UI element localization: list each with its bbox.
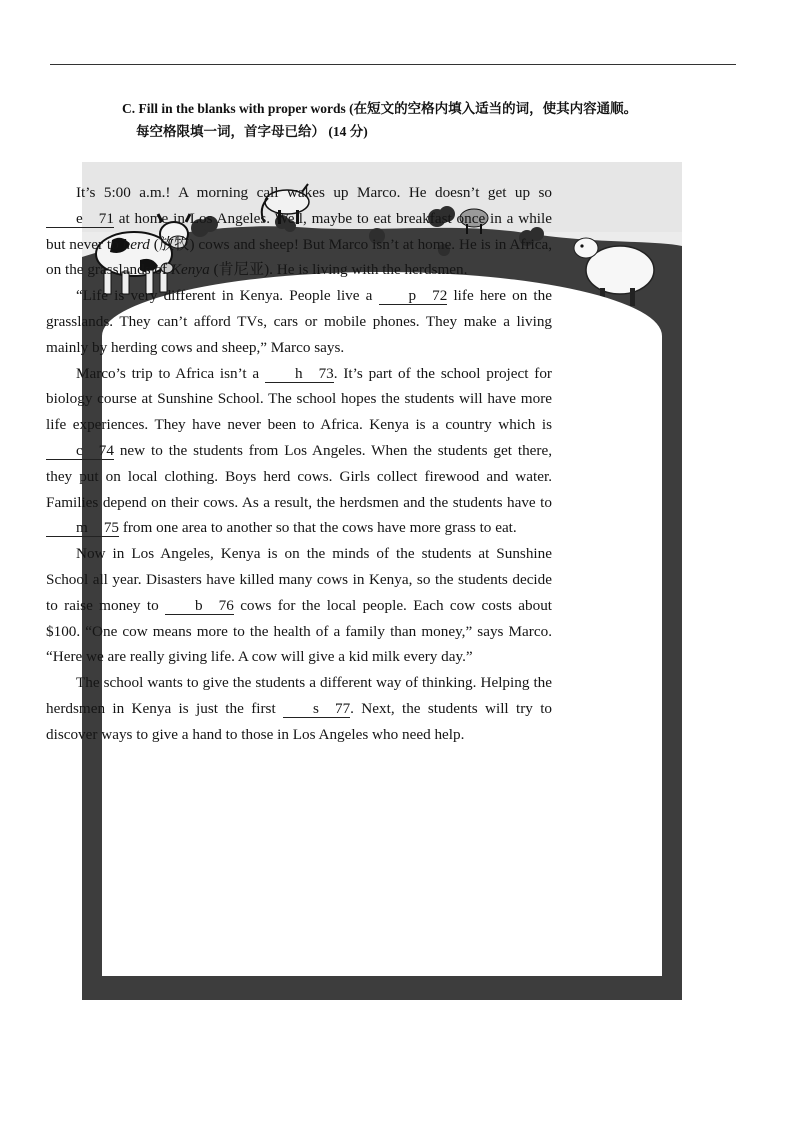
instruction-line-2: 每空格限填一词，首字母已给） (14 分) — [136, 124, 368, 139]
blank-71[interactable]: e 71 — [46, 210, 114, 228]
cloze-passage — [46, 180, 552, 748]
blank-73[interactable]: h 73 — [265, 365, 334, 383]
instruction-line-1: C. Fill in the blanks with proper words (在短文的空格内填入适当的词，使其内容通顺。 — [122, 101, 638, 116]
section-instruction — [122, 97, 722, 143]
blank-74[interactable]: c 74 — [46, 442, 114, 460]
paragraph-2: “Life is very different in Kenya. People live a p 72 life here on the grasslands. They can’t afford TVs, cars or mobile phones. They make a living mainly by herding cows and sheep,” Marco says. — [46, 287, 552, 356]
top-rule — [50, 64, 736, 65]
paragraph-5: The school wants to give the students a different way of thinking. Helping the herdsmen in Kenya is just the first s 77. Next, the students will try to discover ways to give a hand to those in Los Angeles who need help. — [46, 674, 553, 743]
paragraph-3: Marco’s trip to Africa isn’t a h 73. It’s part of the school project for biology course at Sunshine School. The school hopes the students will have more life experiences. They have never been to Africa. Kenya is a country which is c 74 new to the students from Los Angeles. When the students get there, they put on local clothing. Boys herd cows. Girls collect firewood and water. Families depend on their cows. As a result, the herdsmen and the students have to m 75 from one area to another so that the cows have more grass to eat. — [46, 364, 553, 537]
blank-76[interactable]: b 76 — [165, 597, 234, 615]
paragraph-1: It’s 5:00 a.m.! A morning call wakes up Marco. He doesn’t get up so e 71 at home in Los Angeles. Well, maybe to eat breakfast once in a while but never to herd (放牧) cows and sheep! But Marco isn’t at home. He is in Africa, on the grasslands of Kenya (肯尼亚). He is living with the herdsmen. — [46, 184, 553, 279]
blank-77[interactable]: s 77 — [283, 700, 350, 718]
blank-75[interactable]: m 75 — [46, 519, 119, 537]
paragraph-4: Now in Los Angeles, Kenya is on the minds of the students at Sunshine School all year. Disasters have killed many cows in Kenya, so the students decide to raise money to b 76 cows for the local people. Each cow costs about $100. “One cow means more to the health of a family than money,” says Marco. “Here we are really giving life. A cow will give a kid milk every day.” — [46, 545, 553, 666]
blank-72[interactable]: p 72 — [379, 287, 448, 305]
